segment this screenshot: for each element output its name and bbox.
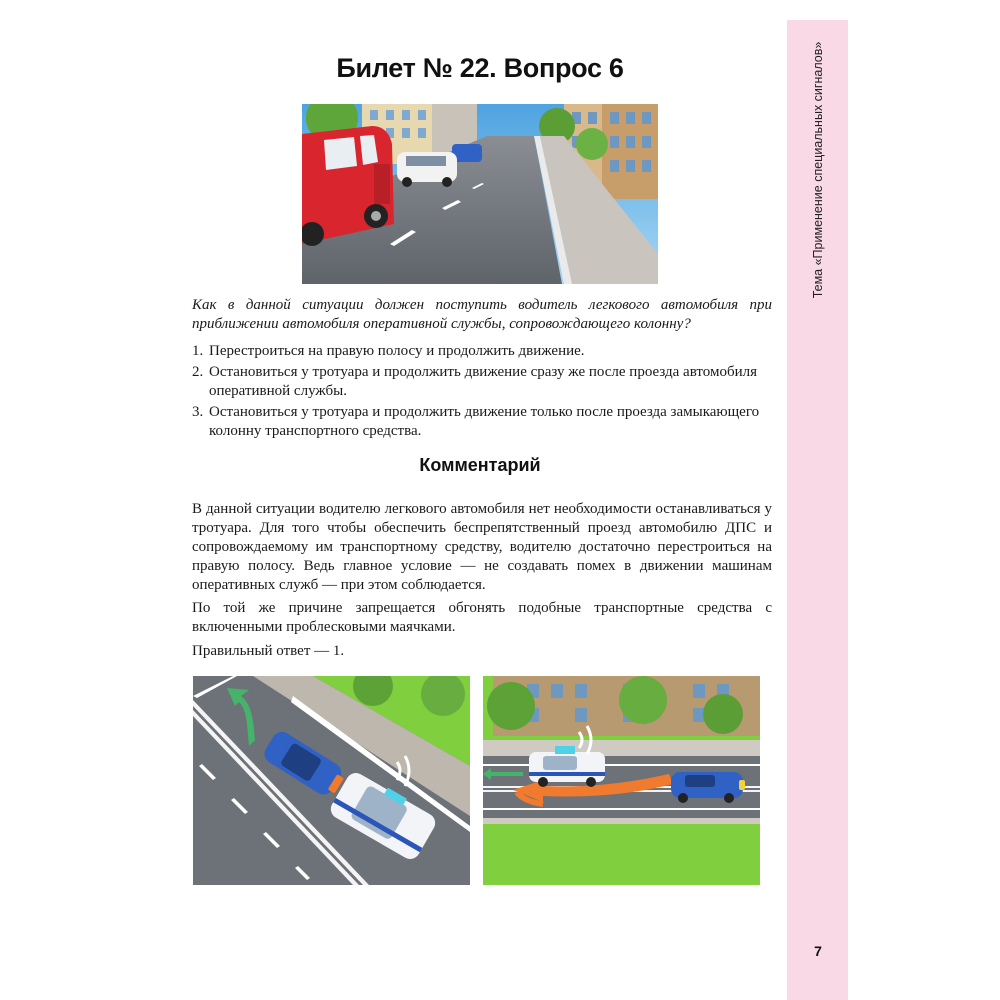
explanation-illustration-left	[193, 676, 470, 885]
answer-option	[192, 363, 772, 401]
answer-option	[192, 342, 772, 361]
answer-number: 2.	[192, 364, 204, 380]
question-text: Как в данной ситуации должен поступить водитель легкового автомобиля при приближении автомобиля оперативной службы, сопровождающего колонну?	[192, 297, 772, 332]
side-topic-label: Тема «Применение специальных сигналов»	[811, 41, 825, 299]
commentary-paragraph: В данной ситуации водителю легкового автомобиля нет необходимости останавливаться у тротуара. Для того чтобы обеспечить беспрепятственный проезд автомобилю ДПС и сопровождаемому им транспортному средству, водителю достаточно перестроиться на правую полосу. Ведь главное условие — не создавать помех в движении машинам оперативных служб — при этом соблюдается.	[192, 501, 772, 593]
answer-option	[192, 403, 772, 441]
answer-number: 3.	[192, 404, 204, 420]
commentary-heading: Комментарий	[419, 455, 541, 475]
answer-text: Остановиться у тротуара и продолжить движение сразу же после проезда автомобиля оперативной службы.	[209, 364, 758, 399]
answer-list	[192, 342, 772, 443]
answer-number: 1.	[192, 343, 204, 359]
answer-text: Перестроиться на правую полосу и продолжить движение.	[209, 343, 585, 359]
page-title: Билет № 22. Вопрос 6	[336, 53, 624, 83]
page-number: 7	[814, 943, 822, 959]
answer-text: Остановиться у тротуара и продолжить движение только после проезда замыкающего колонну транспортного средства.	[209, 404, 760, 439]
commentary-paragraph: По той же причине запрещается обгонять подобные транспортные средства с включенными проблесковыми маячками.	[192, 600, 772, 635]
question-illustration	[302, 104, 658, 284]
correct-answer: Правильный ответ — 1.	[192, 643, 345, 659]
explanation-illustration-right	[483, 676, 760, 885]
